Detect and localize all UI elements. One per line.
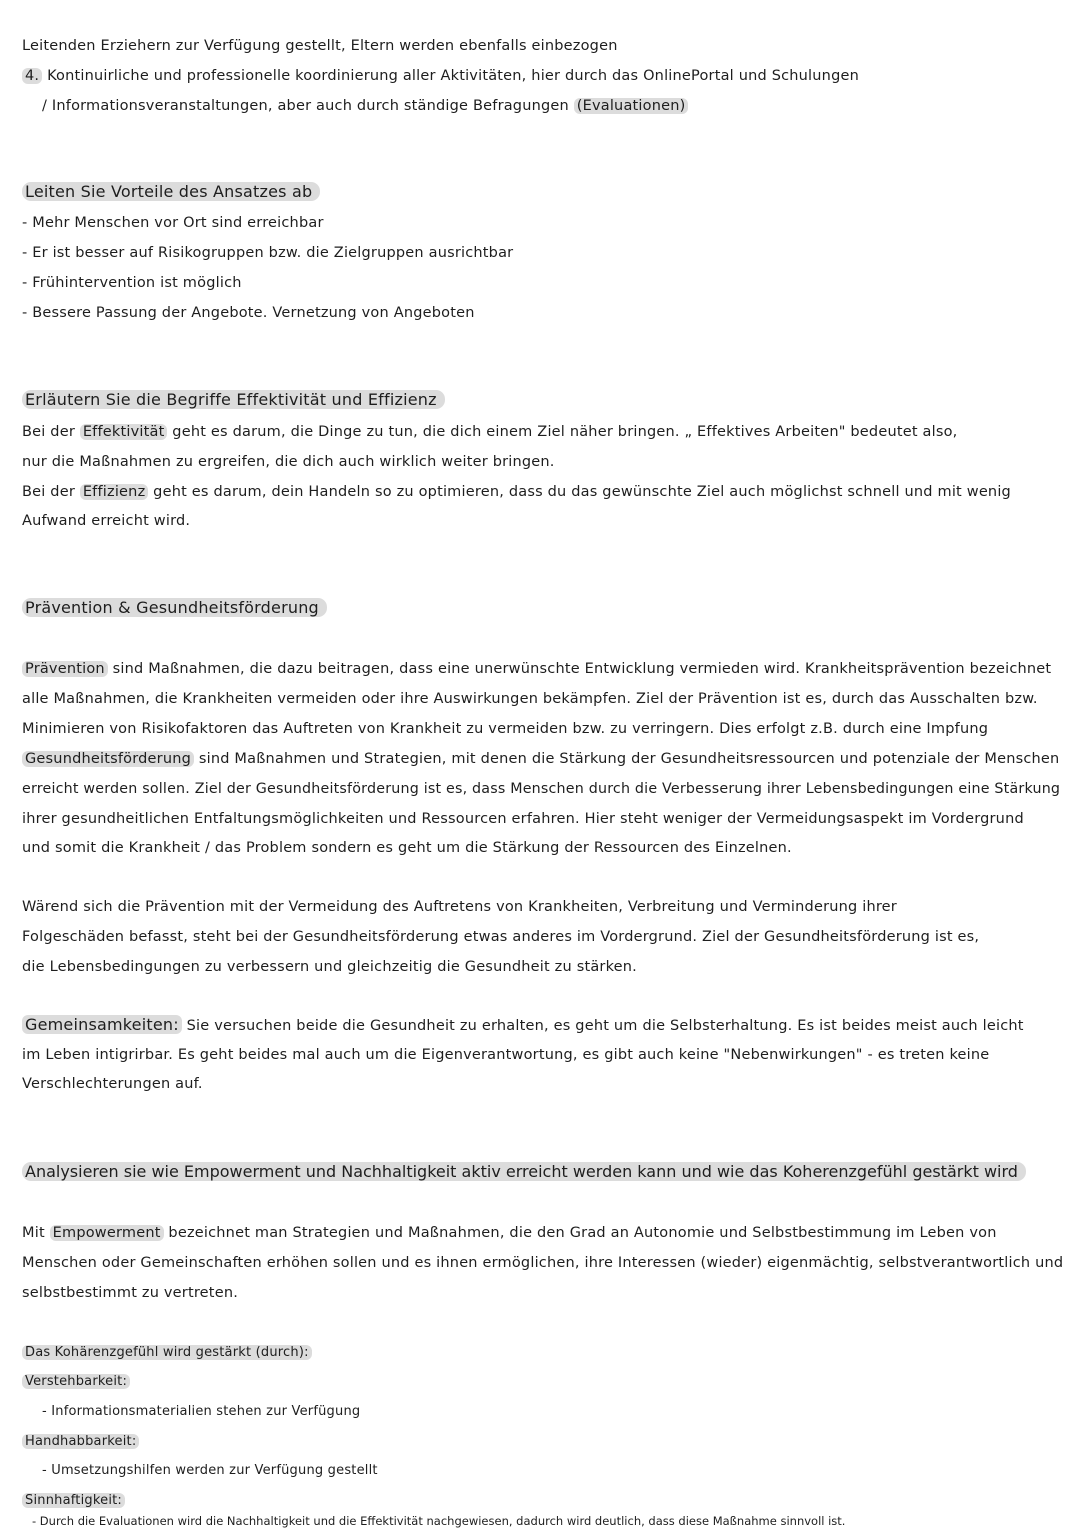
- praevention-p1: [22, 659, 1066, 679]
- text-span: Aufwand erreicht wird.: [22, 513, 191, 529]
- text-span: nur die Maßnahmen zu ergreifen, die dich auch wirklich weiter bringen.: [22, 454, 555, 470]
- vorteile-item-text: - Frühintervention ist möglich: [22, 275, 242, 291]
- term-praevention: Prävention: [22, 661, 108, 677]
- text-span: Menschen oder Gemeinschaften erhöhen sollen und es ihnen ermöglichen, ihre Interessen (wieder) eigenmächtig, selbstverantwortlich und: [22, 1255, 1064, 1271]
- intro-text: Leitenden Erziehern zur Verfügung gestellt, Eltern werden ebenfalls einbezogen: [22, 38, 618, 54]
- gemeinsamkeiten-p4-line: [22, 1045, 1066, 1065]
- text-span: sind Maßnahmen, die dazu beitragen, dass eine unerwünschte Entwicklung vermieden wird. Krankheitsprävention bezeichnet: [107, 661, 1052, 677]
- praevention-heading: [22, 598, 1066, 618]
- vorteile-item: [22, 213, 1066, 233]
- text-span: - Durch die Evaluationen wird die Nachhaltigkeit und die Effektivität nachgewiesen, dadurch wird deutlich, dass diese Maßnahme sinnvoll ist.: [32, 1514, 846, 1528]
- gesundheitsfoerderung-p2: [22, 749, 1066, 769]
- empowerment-p1-line: [22, 1253, 1066, 1273]
- term-gesundheitsfoerderung: Gesundheitsförderung: [22, 751, 194, 767]
- vorteile-item: [22, 273, 1066, 293]
- handhabbarkeit-item: [42, 1461, 1066, 1481]
- item-4-continuation: [42, 96, 1066, 116]
- vorteile-item: [22, 303, 1066, 323]
- text-span: selbstbestimmt zu vertreten.: [22, 1285, 239, 1301]
- term-effektivitaet: Effektivität: [80, 424, 168, 440]
- text-span: die Lebensbedingungen zu verbessern und gleichzeitig die Gesundheit zu stärken.: [22, 959, 637, 975]
- text-span: Sie versuchen beide die Gesundheit zu erhalten, es geht um die Selbsterhaltung. Es ist beides meist auch leicht: [181, 1018, 1024, 1034]
- kohaerenz-heading-text: Das Kohärenzgefühl wird gestärkt (durch):: [22, 1345, 312, 1360]
- text-span: bezeichnet man Strategien und Maßnahmen, die den Grad an Autonomie und Selbstbestimmung im Leben von: [163, 1225, 997, 1241]
- vorteile-item: [22, 243, 1066, 263]
- handhabbarkeit-text: Handhabbarkeit:: [22, 1434, 139, 1449]
- item-4-text: Kontinuirliche und professionelle koordinierung aller Aktivitäten, hier durch das OnlinePortal und Schulungen: [47, 68, 859, 84]
- text-span: und somit die Krankheit / das Problem sondern es geht um die Stärkung der Ressourcen des Einzelnen.: [22, 840, 792, 856]
- empowerment-p1: [22, 1223, 1066, 1243]
- effektivitaet-line: [22, 422, 1066, 442]
- term-empowerment: Empowerment: [50, 1225, 164, 1241]
- gesundheitsfoerderung-p2-line: [22, 838, 1066, 858]
- vorteile-item-text: - Mehr Menschen vor Ort sind erreichbar: [22, 215, 324, 231]
- verstehbarkeit-text: Verstehbarkeit:: [22, 1374, 130, 1389]
- item-4: [22, 66, 1066, 86]
- effektivitaet-line-2: [22, 452, 1066, 472]
- text-span: - Informationsmaterialien stehen zur Verfügung: [42, 1404, 361, 1419]
- praevention-p1-line: [22, 689, 1066, 709]
- text-span: Mit: [22, 1225, 50, 1241]
- vergleich-p3: [22, 897, 1066, 917]
- vorteile-item-text: - Er ist besser auf Risikogruppen bzw. die Zielgruppen ausrichtbar: [22, 245, 514, 261]
- text-span: Minimieren von Risikofaktoren das Auftreten von Krankheit zu vermeiden bzw. zu verringern. Dies erfolgt z.B. durch eine Impfung: [22, 721, 989, 737]
- gemeinsamkeiten-p4-line: [22, 1074, 1066, 1094]
- text-span: geht es darum, dein Handeln so zu optimieren, dass du das gewünschte Ziel auch möglichst schnell und mit wenig: [148, 484, 1011, 500]
- empowerment-heading: [22, 1162, 1066, 1182]
- text-span: geht es darum, die Dinge zu tun, die dich einem Ziel näher bringen. „ Effektives Arbeiten" bedeutet also,: [167, 424, 958, 440]
- item-4-evaluationen: (Evaluationen): [574, 98, 689, 114]
- vorteile-heading: [22, 182, 1066, 202]
- empowerment-heading-text: Analysieren sie wie Empowerment und Nachhaltigkeit aktiv erreicht werden kann und wie das Koherenzgefühl gestärkt wird: [22, 1162, 1026, 1181]
- vergleich-p3-line: [22, 957, 1066, 977]
- kohaerenz-heading: [22, 1343, 1066, 1363]
- gesundheitsfoerderung-p2-line: [22, 809, 1066, 829]
- sinnhaftigkeit-item: [32, 1511, 1066, 1531]
- text-span: alle Maßnahmen, die Krankheiten vermeiden oder ihre Auswirkungen bekämpfen. Ziel der Prävention ist es, durch das Ausschalten bzw.: [22, 691, 1038, 707]
- vergleich-p3-line: [22, 927, 1066, 947]
- gesundheitsfoerderung-p2-line: [22, 779, 1066, 799]
- effizienz-line-2: [22, 511, 1066, 531]
- term-gemeinsamkeiten: Gemeinsamkeiten:: [22, 1015, 182, 1034]
- term-effizienz: Effizienz: [80, 484, 149, 500]
- begriffe-heading-text: Erläutern Sie die Begriffe Effektivität und Effizienz: [22, 390, 445, 409]
- empowerment-p1-line: [22, 1283, 1066, 1303]
- text-span: ihrer gesundheitlichen Entfaltungsmöglichkeiten und Ressourcen erfahren. Hier steht weniger der Vermeidungsaspekt im Vordergrund: [22, 811, 1024, 827]
- text-span: - Umsetzungshilfen werden zur Verfügung gestellt: [42, 1463, 378, 1478]
- praevention-p1-line: [22, 719, 1066, 739]
- text-span: erreicht werden sollen. Ziel der Gesundheitsförderung ist es, dass Menschen durch die Verbesserung ihrer Lebensbedingungen eine Stärkung: [22, 781, 1061, 797]
- text-span: Wärend sich die Prävention mit der Vermeidung des Auftretens von Krankheiten, Verbreitung und Verminderung ihrer: [22, 899, 897, 915]
- text-span: Verschlechterungen auf.: [22, 1076, 203, 1092]
- vorteile-item-text: - Bessere Passung der Angebote. Vernetzung von Angeboten: [22, 305, 475, 321]
- sinnhaftigkeit-text: Sinnhaftigkeit:: [22, 1493, 125, 1508]
- verstehbarkeit-label: [22, 1372, 1066, 1392]
- item-4-cont-text: / Informationsveranstaltungen, aber auch durch ständige Befragungen: [42, 98, 574, 114]
- text-span: Bei der: [22, 424, 80, 440]
- text-span: im Leben intigrirbar. Es geht beides mal auch um die Eigenverantwortung, es gibt auch keine "Nebenwirkungen" - es treten keine: [22, 1047, 990, 1063]
- text-span: Bei der: [22, 484, 80, 500]
- effizienz-line: [22, 482, 1066, 502]
- handhabbarkeit-label: [22, 1432, 1066, 1452]
- sinnhaftigkeit-label: [22, 1491, 1066, 1511]
- begriffe-heading: [22, 390, 1066, 410]
- vorteile-heading-text: Leiten Sie Vorteile des Ansatzes ab: [22, 182, 320, 201]
- text-span: sind Maßnahmen und Strategien, mit denen die Stärkung der Gesundheitsressourcen und potenziale der Menschen: [194, 751, 1060, 767]
- item-4-number: 4.: [22, 68, 42, 84]
- verstehbarkeit-item: [42, 1402, 1066, 1422]
- gemeinsamkeiten-p4: [22, 1015, 1066, 1036]
- intro-line: [22, 36, 1066, 56]
- text-span: Folgeschäden befasst, steht bei der Gesundheitsförderung etwas anderes im Vordergrund. Ziel der Gesundheitsförderung ist es,: [22, 929, 980, 945]
- praevention-heading-text: Prävention & Gesundheitsförderung: [22, 598, 327, 617]
